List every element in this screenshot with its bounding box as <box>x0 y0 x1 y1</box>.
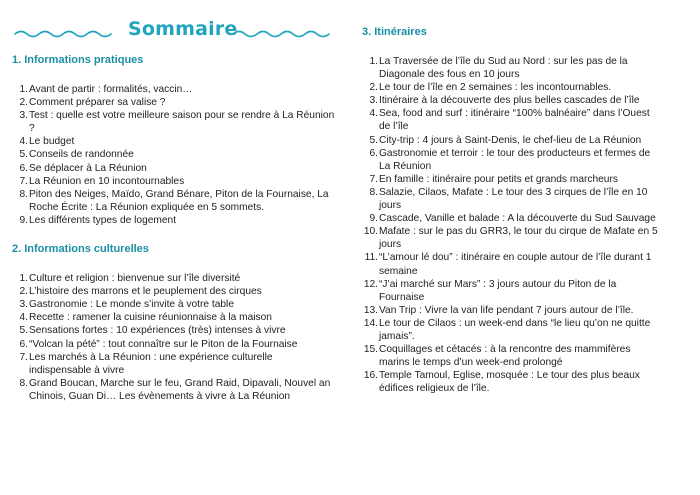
list-item-number: 15. <box>363 344 378 356</box>
list-item <box>362 317 662 343</box>
list-item-number: 4. <box>19 136 28 148</box>
list-item-number: 7. <box>369 173 378 185</box>
list-item <box>12 351 337 377</box>
list-item-number: 6. <box>369 147 378 159</box>
list-item-text: Piton des Neiges, Maïdo, Grand Bénare, Piton de la Fournaise, La Roche Écrite : La Réunion expliquée en 5 sommets. <box>29 188 329 213</box>
itineraries-list <box>362 55 662 395</box>
list-item-text: Comment préparer sa valise ? <box>29 97 166 109</box>
list-item <box>362 173 662 186</box>
list-item <box>12 162 337 175</box>
list-item-text: Recette : ramener la cuisine réunionnaise à la maison <box>29 312 272 324</box>
list-item <box>362 343 662 369</box>
left-column <box>12 54 337 403</box>
list-item-number: 2. <box>19 97 28 109</box>
list-item-text: Culture et religion : bienvenue sur l’île diversité <box>29 273 241 285</box>
right-column <box>362 26 662 395</box>
list-item-text: “Volcan la pété” : tout connaître sur le Piton de la Fournaise <box>29 338 298 350</box>
list-item-text: Sea, food and surf : itinéraire “100% balnéaire” dans l’Ouest de l’île <box>379 108 650 133</box>
list-item-text: Se déplacer à La Réunion <box>29 162 147 174</box>
list-item-text: Gastronomie : Le monde s’invite à votre table <box>29 299 234 311</box>
list-item-number: 8. <box>19 188 28 200</box>
list-item <box>362 304 662 317</box>
list-item-text: Le budget <box>29 136 75 148</box>
list-item-number: 14. <box>363 317 378 329</box>
page-title: Sommaire <box>128 18 238 40</box>
list-item <box>362 369 662 395</box>
list-item-text: Gastronomie et terroir : le tour des producteurs et fermes de La Réunion <box>379 147 651 172</box>
list-item-text: Conseils de randonnée <box>29 149 134 161</box>
list-item-text: City-trip : 4 jours à Saint-Denis, le chef-lieu de La Réunion <box>379 134 642 146</box>
list-item-number: 10. <box>363 226 378 238</box>
list-item-text: Le tour de l’île en 2 semaines : les incontournables. <box>379 82 612 94</box>
list-item-text: La Réunion en 10 incontournables <box>29 175 185 187</box>
section-title-practical: 1. Informations pratiques <box>12 54 144 66</box>
list-item <box>362 147 662 173</box>
list-item-number: 2. <box>19 286 28 298</box>
list-item <box>12 135 337 148</box>
list-item-number: 8. <box>369 186 378 198</box>
list-item-text: Les différents types de logement <box>29 214 177 226</box>
section-title-itineraries: 3. Itinéraires <box>362 26 427 38</box>
list-item <box>12 96 337 109</box>
list-item-number: 1. <box>369 56 378 67</box>
list-item <box>362 225 662 251</box>
wave-decoration-icon <box>14 28 114 40</box>
list-item-text: Salazie, Cilaos, Mafate : Le tour des 3 cirques de l’île en 10 jours <box>379 186 648 212</box>
list-item-number: 1. <box>19 273 28 285</box>
list-item <box>12 272 337 285</box>
list-item <box>12 214 337 227</box>
list-item-text: La Traversée de l’île du Sud au Nord : sur les pas de la Diagonale des fous en 10 jours <box>379 56 628 81</box>
list-item-text: Van Trip : Vivre la van life pendant 7 jours autour de l’île. <box>379 304 634 316</box>
list-item-text: “L’amour lé dou” : itinéraire en couple autour de l’île durant 1 semaine <box>379 252 652 277</box>
practical-list <box>12 83 337 227</box>
list-item <box>12 188 337 214</box>
list-item-number: 3. <box>369 95 378 107</box>
list-item-number: 4. <box>369 108 378 120</box>
wave-decoration-icon <box>232 28 332 40</box>
list-item-text: Les marchés à La Réunion : une expérience culturelle indispensable à vivre <box>29 351 273 376</box>
page-header <box>0 6 350 48</box>
list-item-text: Temple Tamoul, Eglise, mosquée : Le tour des plus beaux édifices religieux de l’île. <box>379 370 640 395</box>
list-item-number: 5. <box>19 149 28 161</box>
list-item-text: “J’ai marché sur Mars” : 3 jours autour du Piton de la Fournaise <box>379 278 617 303</box>
list-item-number: 16. <box>363 370 378 382</box>
section-title-cultural: 2. Informations culturelles <box>12 243 149 256</box>
list-item-number: 2. <box>369 82 378 94</box>
list-item-text: L’histoire des marrons et le peuplement des cirques <box>29 286 262 298</box>
list-item-text: Cascade, Vanille et balade : A la découverte du Sud Sauvage <box>379 213 656 225</box>
cultural-list <box>12 272 337 403</box>
list-item-text: Grand Boucan, Marche sur le feu, Grand Raid, Dipavali, Nouvel an Chinois, Guan Di… Les évènements à vivre à La Réunion <box>29 377 331 402</box>
list-item-number: 1. <box>19 84 28 95</box>
list-item <box>12 83 337 96</box>
list-item-number: 5. <box>369 134 378 146</box>
list-item <box>362 107 662 133</box>
list-item <box>12 324 337 337</box>
list-item-text: Mafate : sur le pas du GRR3, le tour du cirque de Mafate en 5 jours <box>379 226 658 251</box>
list-item-text: En famille : itinéraire pour petits et grands marcheurs <box>379 173 618 185</box>
list-item <box>362 278 662 304</box>
list-item-text: Itinéraire à la découverte des plus belles cascades de l’île <box>379 95 640 107</box>
list-item-number: 7. <box>19 351 28 363</box>
list-item-number: 5. <box>19 325 28 337</box>
list-item-number: 13. <box>363 304 378 316</box>
list-item <box>362 186 662 212</box>
list-item <box>12 175 337 188</box>
list-item-text: Sensations fortes : 10 expériences (très) intenses à vivre <box>29 325 286 337</box>
list-item-text: Avant de partir : formalités, vaccin… <box>29 84 193 95</box>
list-item <box>12 285 337 298</box>
list-item <box>362 212 662 225</box>
list-item-number: 4. <box>19 312 28 324</box>
list-item <box>362 81 662 94</box>
list-item-number: 9. <box>369 213 378 225</box>
list-item <box>12 298 337 311</box>
list-item-number: 6. <box>19 338 28 350</box>
list-item <box>362 134 662 147</box>
list-item-number: 7. <box>19 175 28 187</box>
list-item-number: 3. <box>19 110 28 122</box>
list-item <box>362 94 662 107</box>
list-item <box>362 251 662 277</box>
list-item <box>12 109 337 135</box>
list-item-text: Coquillages et cétacés : à la rencontre des mammifères marins le temps d’un week-end prolongé <box>379 344 631 369</box>
list-item <box>12 338 337 351</box>
list-item-number: 9. <box>19 214 28 226</box>
list-item-text: Test : quelle est votre meilleure saison pour se rendre à La Réunion ? <box>29 110 335 135</box>
list-item <box>12 377 337 403</box>
list-item <box>12 311 337 324</box>
list-item <box>362 55 662 81</box>
list-item-number: 6. <box>19 162 28 174</box>
list-item-number: 8. <box>19 377 28 389</box>
list-item-number: 3. <box>19 299 28 311</box>
list-item-number: 12. <box>363 278 378 290</box>
list-item <box>12 148 337 161</box>
list-item-number: 11. <box>364 252 378 264</box>
list-item-text: Le tour de Cilaos : un week-end dans “le lieu qu’on ne quitte jamais”. <box>379 317 651 342</box>
